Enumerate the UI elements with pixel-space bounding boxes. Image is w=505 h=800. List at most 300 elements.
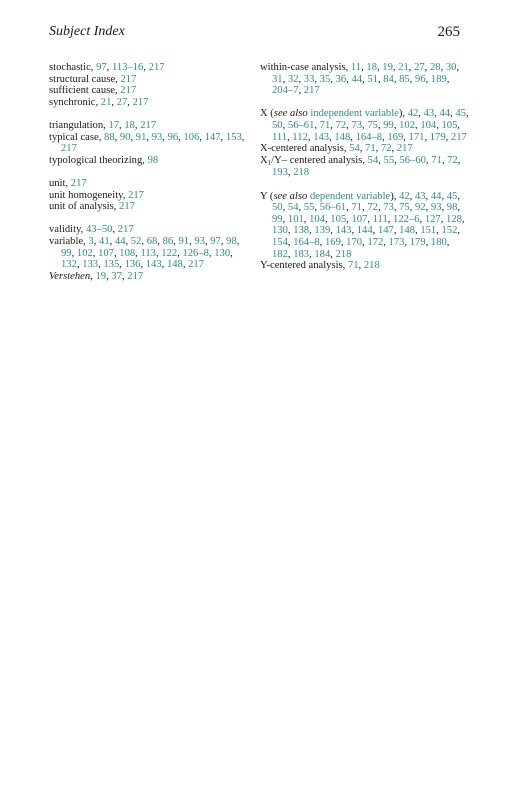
page-locator-link[interactable]: 98: [147, 154, 159, 166]
page-locator-link[interactable]: 73: [351, 119, 363, 131]
page-locator-link[interactable]: 173: [388, 236, 405, 248]
locator-separator: ,: [112, 224, 118, 236]
locator-separator: ,: [409, 202, 416, 214]
locator-separator: ,: [441, 202, 447, 214]
locator-separator: ,: [457, 119, 461, 131]
page-locator-link[interactable]: 32: [287, 73, 299, 85]
page-locator-link[interactable]: 43: [423, 108, 435, 120]
locator-separator: ,: [173, 235, 179, 247]
page-locator-link[interactable]: 71: [347, 260, 359, 272]
page-locator-link[interactable]: 43–50: [85, 224, 113, 236]
page-locator-link[interactable]: 98: [446, 202, 458, 214]
index-term: typical case,: [49, 131, 105, 143]
page-locator-link[interactable]: 217: [188, 259, 205, 271]
locator-separator: ,: [114, 131, 120, 143]
page-locator-link[interactable]: 111: [372, 213, 388, 225]
page-locator-link[interactable]: 217: [450, 131, 467, 143]
index-column-left: [49, 62, 249, 294]
page-locator-link[interactable]: 107: [98, 247, 114, 259]
locator-separator: ,: [309, 248, 315, 260]
page-locator-link[interactable]: 138: [293, 225, 310, 237]
locator-separator: ,: [140, 259, 146, 271]
page-locator-link[interactable]: 143: [335, 225, 352, 237]
index-term: within-case analysis,: [260, 62, 351, 73]
locator-separator: ,: [403, 131, 409, 143]
locator-separator: ,: [241, 131, 245, 143]
page-locator-link[interactable]: 204–7: [272, 85, 299, 97]
locator-separator: ,: [358, 260, 364, 272]
page-locator-link[interactable]: 148: [166, 259, 183, 271]
page-locator-link[interactable]: 93: [430, 202, 442, 214]
locator-separator: ,: [436, 225, 442, 237]
page-locator-link[interactable]: 27: [414, 62, 425, 73]
index-term: unit homogeneity,: [49, 189, 129, 201]
locator-separator: ,: [76, 259, 83, 271]
index-entry: [49, 201, 249, 213]
page-locator-link[interactable]: 217: [396, 143, 413, 155]
page-locator-link[interactable]: 143: [313, 131, 330, 143]
page-locator-link[interactable]: 96: [167, 131, 179, 143]
locator-separator: ,: [393, 73, 400, 85]
page-locator-link[interactable]: 133: [82, 259, 99, 271]
page-locator-link[interactable]: 84: [383, 73, 394, 85]
page-locator-link[interactable]: 104: [420, 119, 437, 131]
locator-separator: ,: [314, 119, 320, 131]
locator-separator: ,: [298, 85, 304, 97]
index-term: /Y– centered analysis,: [271, 154, 368, 166]
page-locator-link[interactable]: 99: [61, 247, 72, 259]
index-term: typological theorizing,: [49, 154, 148, 166]
locator-separator: ,: [189, 235, 195, 247]
page-locator-link[interactable]: 37: [111, 270, 122, 282]
locator-separator: ,: [419, 213, 425, 225]
page-locator-link[interactable]: 42: [399, 190, 410, 202]
page-locator-link[interactable]: 52: [130, 235, 142, 247]
locator-separator: ,: [446, 236, 450, 248]
page-locator-link[interactable]: 75: [399, 202, 410, 214]
locator-separator: ,: [307, 131, 314, 143]
page-locator-link[interactable]: 71: [431, 154, 442, 166]
locator-separator: ,: [236, 235, 240, 247]
page-locator-link[interactable]: 41: [99, 235, 110, 247]
page-locator-link[interactable]: 55: [303, 202, 315, 214]
locator-separator: ,: [113, 247, 120, 259]
index-term: validity,: [49, 224, 86, 236]
page-locator-link[interactable]: 139: [314, 225, 331, 237]
page-locator-link[interactable]: 19: [95, 270, 107, 282]
page-locator-link[interactable]: 50: [272, 202, 283, 214]
locator-separator: ,: [119, 259, 125, 271]
page-locator-link[interactable]: 143: [145, 259, 162, 271]
locator-separator: ,: [330, 73, 336, 85]
page-locator-link[interactable]: 132: [61, 259, 77, 271]
page-locator-link[interactable]: 169: [387, 131, 404, 143]
locator-separator: ,: [362, 202, 368, 214]
locator-separator: ,: [393, 202, 400, 214]
page-locator-link[interactable]: 72: [447, 154, 458, 166]
page-locator-link[interactable]: 217: [119, 201, 135, 213]
page-locator-link[interactable]: 45: [446, 190, 458, 202]
page-locator-link[interactable]: 56–61: [287, 119, 315, 131]
page-locator-link[interactable]: 55: [383, 154, 395, 166]
page-locator-link[interactable]: 56–61: [319, 202, 347, 214]
index-term: unit,: [49, 177, 71, 189]
page-locator-link[interactable]: 179: [409, 236, 426, 248]
locator-separator: ,: [361, 62, 367, 73]
page-locator-link[interactable]: 18: [124, 119, 135, 131]
page-locator-link[interactable]: 111: [272, 131, 288, 143]
index-term-subscript: 1: [267, 158, 272, 167]
page-locator-link[interactable]: 72: [367, 202, 378, 214]
locator-separator: ,: [457, 154, 461, 166]
locator-separator: ,: [127, 96, 133, 108]
page-locator-link[interactable]: 54: [287, 202, 299, 214]
locator-separator: ,: [408, 62, 415, 73]
index-term: Verstehen: [49, 270, 91, 282]
locator-separator: ,: [394, 154, 400, 166]
page-locator-link[interactable]: 31: [272, 73, 283, 85]
locator-separator: ,: [287, 225, 294, 237]
page-locator-link[interactable]: 99: [272, 213, 283, 225]
page-locator-link[interactable]: 92: [415, 202, 426, 214]
page-locator-link[interactable]: 51: [367, 73, 378, 85]
page-locator-link[interactable]: 98: [226, 235, 237, 247]
index-entry: [49, 74, 249, 86]
page-locator-link[interactable]: 217: [128, 189, 144, 201]
page-locator-link[interactable]: 170: [346, 236, 363, 248]
locator-separator: ,: [319, 236, 325, 248]
page-locator-link[interactable]: 21: [100, 96, 112, 108]
locator-separator: ,: [157, 235, 163, 247]
locator-separator: ,: [375, 143, 381, 155]
page-locator-link[interactable]: 56–60: [399, 154, 426, 166]
page-locator-link[interactable]: 130: [214, 247, 231, 259]
page-number: 265: [437, 24, 460, 40]
see-also-label: see also: [273, 190, 308, 202]
page-locator-link[interactable]: 54: [349, 143, 360, 155]
index-term: X-centered analysis,: [260, 143, 350, 155]
locator-separator: ,: [111, 96, 117, 108]
locator-separator: ,: [461, 213, 465, 225]
cross-reference-link[interactable]: dependent variable: [309, 190, 391, 202]
page-locator-link[interactable]: 122–6: [393, 213, 420, 225]
page-locator-link[interactable]: 154: [272, 236, 288, 248]
page-locator-link[interactable]: 35: [319, 73, 331, 85]
locator-separator: ,: [362, 119, 368, 131]
page-locator-link[interactable]: 179: [429, 131, 446, 143]
locator-separator: ,: [329, 131, 335, 143]
page-locator-link[interactable]: 218: [363, 260, 380, 272]
page-locator-link[interactable]: 113: [140, 247, 156, 259]
page-locator-link[interactable]: 147: [377, 225, 394, 237]
page-locator-link[interactable]: 102: [399, 119, 416, 131]
index-group: [49, 178, 249, 213]
locator-separator: ,: [393, 119, 400, 131]
locator-separator: ,: [346, 213, 352, 225]
locator-separator: ,: [330, 225, 336, 237]
index-entry: [49, 120, 249, 132]
page-locator-link[interactable]: 151: [420, 225, 437, 237]
page-locator-link[interactable]: 164–8: [293, 236, 320, 248]
page-locator-link[interactable]: 105: [330, 213, 347, 225]
locator-separator: ,: [392, 62, 399, 73]
page-locator-link[interactable]: 136: [124, 259, 141, 271]
page-locator-link[interactable]: 93: [151, 131, 163, 143]
page-locator-link[interactable]: 97: [210, 235, 221, 247]
locator-separator: ,: [457, 225, 461, 237]
index-entry: [49, 224, 249, 236]
page-locator-link[interactable]: 71: [351, 202, 363, 214]
page-locator-link[interactable]: 30: [445, 62, 457, 73]
page-locator-link[interactable]: 147: [204, 131, 221, 143]
index-group-x: [260, 108, 470, 179]
page-locator-link[interactable]: 73: [383, 202, 394, 214]
locator-separator: ,: [450, 108, 456, 120]
page-locator-link[interactable]: 43: [414, 190, 426, 202]
locator-separator: ,: [409, 73, 416, 85]
page-locator-link[interactable]: 122: [161, 247, 178, 259]
page-locator-link[interactable]: 217: [303, 85, 320, 97]
page-locator-link[interactable]: 44: [114, 235, 126, 247]
locator-separator: ,: [287, 236, 294, 248]
page-locator-link[interactable]: 217: [120, 73, 137, 85]
locator-separator: ,: [161, 259, 167, 271]
page-locator-link[interactable]: 148: [399, 225, 416, 237]
locator-separator: ,: [359, 143, 366, 155]
page-locator-link[interactable]: 44: [430, 190, 442, 202]
locator-separator: ,: [208, 247, 215, 259]
page-locator-link[interactable]: 217: [117, 224, 134, 236]
page-locator-link[interactable]: 72: [380, 143, 392, 155]
page-locator-link[interactable]: 171: [408, 131, 425, 143]
locator-separator: ,: [182, 259, 189, 271]
locator-separator: ,: [425, 73, 431, 85]
page-locator-link[interactable]: 72: [335, 119, 347, 131]
index-term-suffix: ),: [398, 108, 408, 120]
locator-separator: ,: [162, 131, 168, 143]
locator-separator: ,: [378, 154, 384, 166]
locator-separator: ,: [440, 62, 446, 73]
page-locator-link[interactable]: 88: [104, 131, 115, 143]
locator-separator: ,: [415, 119, 421, 131]
locator-separator: ,: [135, 247, 141, 259]
locator-separator: ,: [425, 154, 432, 166]
page-locator-link[interactable]: 96: [415, 73, 426, 85]
page-locator-link[interactable]: 36: [335, 73, 347, 85]
page-locator-link[interactable]: 180: [430, 236, 447, 248]
running-header: [49, 24, 460, 42]
page-locator-link[interactable]: 18: [366, 62, 377, 73]
page-locator-link[interactable]: 3: [88, 235, 94, 247]
locator-separator: ,: [106, 270, 112, 282]
locator-separator: ,: [230, 247, 233, 259]
index-term: triangulation,: [49, 119, 109, 131]
locator-separator: ,: [382, 131, 388, 143]
index-entry: [49, 97, 249, 109]
page-locator-link[interactable]: 217: [127, 270, 144, 282]
locator-separator: ,: [178, 131, 184, 143]
locator-separator: ,: [199, 131, 205, 143]
locator-separator: ,: [282, 73, 288, 85]
page-locator-link[interactable]: 135: [103, 259, 120, 271]
page-locator-link[interactable]: 21: [398, 62, 409, 73]
page-locator-link[interactable]: 91: [135, 131, 147, 143]
locator-separator: ,: [409, 190, 415, 202]
locator-separator: ,: [309, 225, 315, 237]
page-locator-link[interactable]: 17: [108, 119, 120, 131]
locator-separator: ,: [425, 190, 431, 202]
page-locator-link[interactable]: 91: [178, 235, 190, 247]
index-entry: [49, 178, 249, 190]
locator-separator: ,: [282, 202, 288, 214]
page-locator-link[interactable]: 71: [365, 143, 376, 155]
page-locator-link[interactable]: 97: [96, 62, 107, 73]
locator-separator: ,: [351, 225, 357, 237]
locator-separator: ,: [367, 213, 373, 225]
page-locator-link[interactable]: 86: [162, 235, 174, 247]
page-locator-link[interactable]: 113–16: [111, 62, 144, 73]
see-also-label: see also: [273, 108, 308, 120]
page-locator-link[interactable]: 85: [399, 73, 410, 85]
index-entry: [49, 132, 249, 155]
page-locator-link[interactable]: 184: [314, 248, 331, 260]
page-locator-link[interactable]: 11: [350, 62, 362, 73]
locator-separator: ,: [362, 73, 368, 85]
locator-separator: ,: [287, 131, 293, 143]
locator-separator: ,: [220, 235, 227, 247]
cross-reference-link[interactable]: independent variable: [310, 108, 399, 120]
locator-separator: ,: [362, 236, 368, 248]
page-locator-link[interactable]: 172: [367, 236, 384, 248]
page-locator-link[interactable]: 93: [194, 235, 205, 247]
page-locator-link[interactable]: 107: [351, 213, 368, 225]
page-locator-link[interactable]: 182: [272, 248, 288, 260]
page-locator-link[interactable]: 189: [430, 73, 447, 85]
locator-separator: ,: [425, 236, 431, 248]
page-locator-link[interactable]: 152: [441, 225, 458, 237]
page-locator-link[interactable]: 183: [293, 248, 310, 260]
page-locator-link[interactable]: 44: [351, 73, 363, 85]
locator-separator: ,: [287, 167, 294, 179]
page-locator-link[interactable]: 217: [70, 177, 87, 189]
page-locator-link[interactable]: 102: [76, 247, 93, 259]
locator-separator: ,: [71, 247, 77, 259]
locator-separator: ,: [441, 154, 448, 166]
page-locator-link[interactable]: 128: [446, 213, 462, 225]
page-locator-link[interactable]: 105: [441, 119, 458, 131]
locator-separator: ,: [93, 235, 100, 247]
page-locator-link[interactable]: 108: [119, 247, 136, 259]
page-locator-link[interactable]: 164–8: [355, 131, 383, 143]
page-locator-link[interactable]: 127: [424, 213, 441, 225]
page-locator-link[interactable]: 148: [334, 131, 351, 143]
page-locator-link[interactable]: 101: [287, 213, 304, 225]
page-locator-link[interactable]: 193: [272, 167, 288, 179]
locator-separator: ,: [456, 62, 460, 73]
page-locator-link[interactable]: 217: [120, 85, 137, 97]
page-locator-link[interactable]: 71: [319, 119, 331, 131]
page-locator-link[interactable]: 90: [119, 131, 131, 143]
page-locator-link[interactable]: 218: [293, 167, 310, 179]
locator-separator: ,: [415, 225, 421, 237]
page-locator-link[interactable]: 106: [183, 131, 200, 143]
locator-separator: ,: [90, 270, 96, 282]
locator-separator: ,: [106, 62, 112, 73]
index-term: synchronic,: [49, 96, 101, 108]
page-locator-link[interactable]: 68: [146, 235, 158, 247]
index-column-right: [260, 62, 470, 283]
index-group-w: [260, 62, 470, 97]
index-group: [49, 120, 249, 166]
locator-separator: ,: [372, 225, 378, 237]
index-entry: [49, 190, 249, 202]
locator-separator: ,: [445, 131, 451, 143]
index-term: Y-centered analysis,: [260, 260, 348, 272]
index-group: [49, 62, 249, 108]
page-locator-link[interactable]: 54: [367, 154, 379, 166]
page-locator-link[interactable]: 217: [148, 62, 165, 73]
page-locator-link[interactable]: 217: [61, 143, 77, 155]
page-locator-link[interactable]: 75: [367, 119, 378, 131]
locator-separator: ,: [98, 259, 104, 271]
locator-separator: ,: [155, 247, 162, 259]
page-locator-link[interactable]: 217: [132, 96, 149, 108]
page-locator-link[interactable]: 217: [140, 119, 157, 131]
index-term: sufficient cause,: [49, 85, 121, 97]
locator-separator: ,: [418, 108, 424, 120]
index-term: X: [260, 154, 268, 166]
page-locator-link[interactable]: 19: [382, 62, 393, 73]
page-locator-link[interactable]: 144: [356, 225, 373, 237]
locator-separator: ,: [457, 202, 461, 214]
page-locator-link[interactable]: 44: [439, 108, 451, 120]
locator-separator: ,: [121, 270, 128, 282]
locator-separator: ,: [350, 131, 356, 143]
index-entry: [49, 155, 249, 167]
locator-separator: ,: [92, 247, 99, 259]
index-entry: [49, 271, 249, 283]
page-locator-link[interactable]: 27: [116, 96, 128, 108]
index-term-suffix: ),: [390, 190, 400, 202]
running-head-title: Subject Index: [49, 24, 125, 39]
locator-separator: ,: [146, 131, 152, 143]
page-locator-link[interactable]: 33: [303, 73, 315, 85]
page-locator-link[interactable]: 45: [455, 108, 466, 120]
locator-separator: ,: [377, 202, 384, 214]
page-locator-link[interactable]: 169: [324, 236, 341, 248]
page-locator-link[interactable]: 99: [383, 119, 394, 131]
page-locator-link[interactable]: 218: [335, 248, 352, 260]
locator-separator: ,: [436, 119, 442, 131]
locator-separator: ,: [340, 236, 347, 248]
page-locator-link[interactable]: 126–8: [182, 247, 209, 259]
locator-separator: ,: [130, 131, 136, 143]
page-locator-link[interactable]: 153: [225, 131, 242, 143]
locator-separator: ,: [125, 235, 131, 247]
locator-separator: ,: [330, 248, 336, 260]
page-locator-link[interactable]: 112: [292, 131, 308, 143]
locator-separator: ,: [377, 119, 384, 131]
page-locator-link[interactable]: 130: [272, 225, 288, 237]
locator-separator: ,: [465, 108, 469, 120]
index-term: variable,: [49, 235, 89, 247]
page-locator-link[interactable]: 42: [407, 108, 419, 120]
page-locator-link[interactable]: 104: [309, 213, 325, 225]
page-locator-link[interactable]: 28: [429, 62, 441, 73]
page-locator-link[interactable]: 50: [272, 119, 283, 131]
locator-separator: ,: [424, 62, 430, 73]
index-entry: [260, 108, 470, 143]
